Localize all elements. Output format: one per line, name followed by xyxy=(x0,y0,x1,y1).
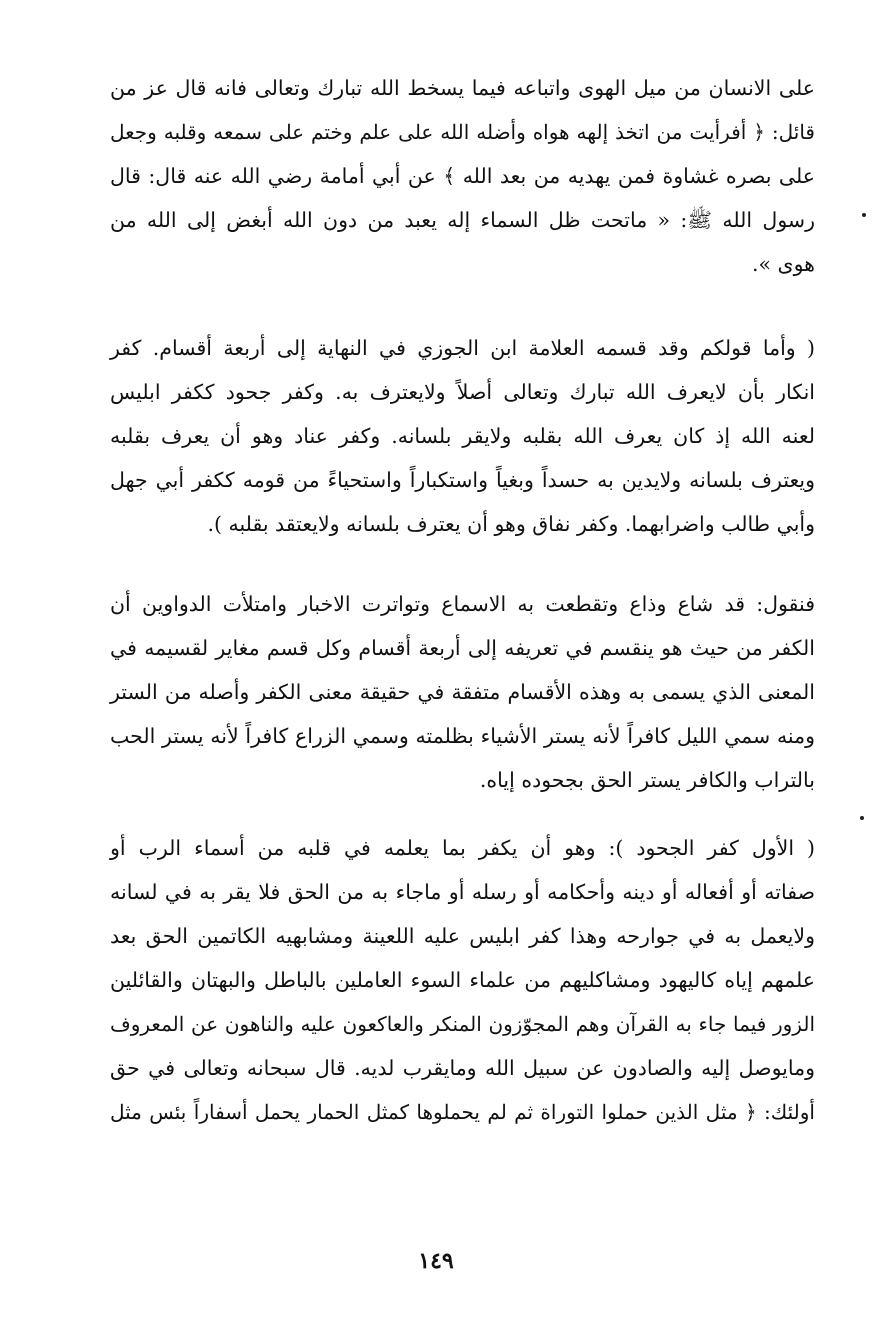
text-line: الزور فيما جاء به القرآن وهم المجوّزون المنكر والعاكعون عليه والناهون عن المعروف xyxy=(110,1012,815,1036)
text-line: انكار بأن لايعرف الله تبارك وتعالى أصلاً ولايعترف به. وكفر جحود ككفر ابليس xyxy=(110,380,815,404)
paragraph-4 xyxy=(110,826,815,1134)
text-line: ومنه سمي الليل كافراً لأنه يستر الأشياء بظلمته وسمي الزراع كافراً لأنه يستر الحب xyxy=(110,724,815,748)
text-line: رسول الله ﷺ: « ماتحت ظل السماء إله يعبد من دون الله أبغض إلى الله من xyxy=(110,208,815,232)
text-line: المعنى الذي يسمى به وهذه الأقسام متفقة في حقيقة معنى الكفر وأصله من الستر xyxy=(110,680,815,704)
text-line: صفاته أو أفعاله أو دينه وأحكامه أو رسله أو ماجاء به من الحق فلا يقر به في لسانه xyxy=(110,880,815,904)
text-line: علمهم إياه كاليهود ومشاكليهم من علماء السوء العاملين بالباطل والبهتان والقائلين xyxy=(110,968,815,992)
text-line: الكفر من حيث هو ينقسم في تعريفه إلى أربعة أقسام وكل قسم مغاير لقسيمه في xyxy=(110,636,815,660)
text-line: لعنه الله إذ كان يعرف الله بقلبه ولايقر بلسانه. وكفر عناد وهو أن يعرف بقلبه xyxy=(110,424,815,448)
text-line: ( الأول كفر الجحود ): وهو أن يكفر بما يعلمه في قلبه من أسماء الرب أو xyxy=(110,836,815,860)
text-line: أولئك: ﴿ مثل الذين حملوا التوراة ثم لم يحملوها كمثل الحمار يحمل أسفاراً بئس مثل xyxy=(110,1100,815,1124)
text-line: على بصره غشاوة فمن يهديه من بعد الله ﴾ عن أبي أمامة رضي الله عنه قال: قال xyxy=(110,164,815,188)
margin-mark xyxy=(860,816,864,820)
text-line: على الانسان من ميل الهوى واتباعه فيما يسخط الله تبارك وتعالى فانه قال عز من xyxy=(110,76,815,100)
paragraph-1 xyxy=(110,66,815,286)
text-line: قائل: ﴿ أفرأيت من اتخذ إلهه هواه وأضله الله على علم وختم على سمعه وقلبه وجعل xyxy=(110,120,815,144)
text-line: ويعترف بلسانه ولايدين به حسداً وبغياً واستكباراً واستحياءً من قومه ككفر أبي جهل xyxy=(110,468,815,492)
text-line: بالتراب والكافر يستر الحق بجحوده إياه. xyxy=(479,768,815,792)
text-line: فنقول: قد شاع وذاع وتقطعت به الاسماع وتواترت الاخبار وامتلأت الدواوين أن xyxy=(110,592,815,616)
margin-mark xyxy=(862,213,866,217)
paragraph-2 xyxy=(110,326,815,546)
text-line: ولايعمل به في جوارحه وهذا كفر ابليس عليه اللعينة ومشابهيه الكاتمين الحق بعد xyxy=(110,924,815,948)
text-line: هوى ». xyxy=(751,252,815,276)
text-line: ( وأما قولكم وقد قسمه العلامة ابن الجوزي في النهاية إلى أربعة أقسام. كفر xyxy=(110,336,815,360)
page-number: ١٤٩ xyxy=(418,1248,454,1274)
paragraph-3 xyxy=(110,582,815,802)
text-line: ومايوصل إليه والصادون عن سبيل الله ومايقرب لديه. قال سبحانه وتعالى في حق xyxy=(110,1056,815,1080)
text-line: وأبي طالب واضرابهما. وكفر نفاق وهو أن يعترف بلسانه ولايعتقد بقلبه ). xyxy=(207,512,815,536)
